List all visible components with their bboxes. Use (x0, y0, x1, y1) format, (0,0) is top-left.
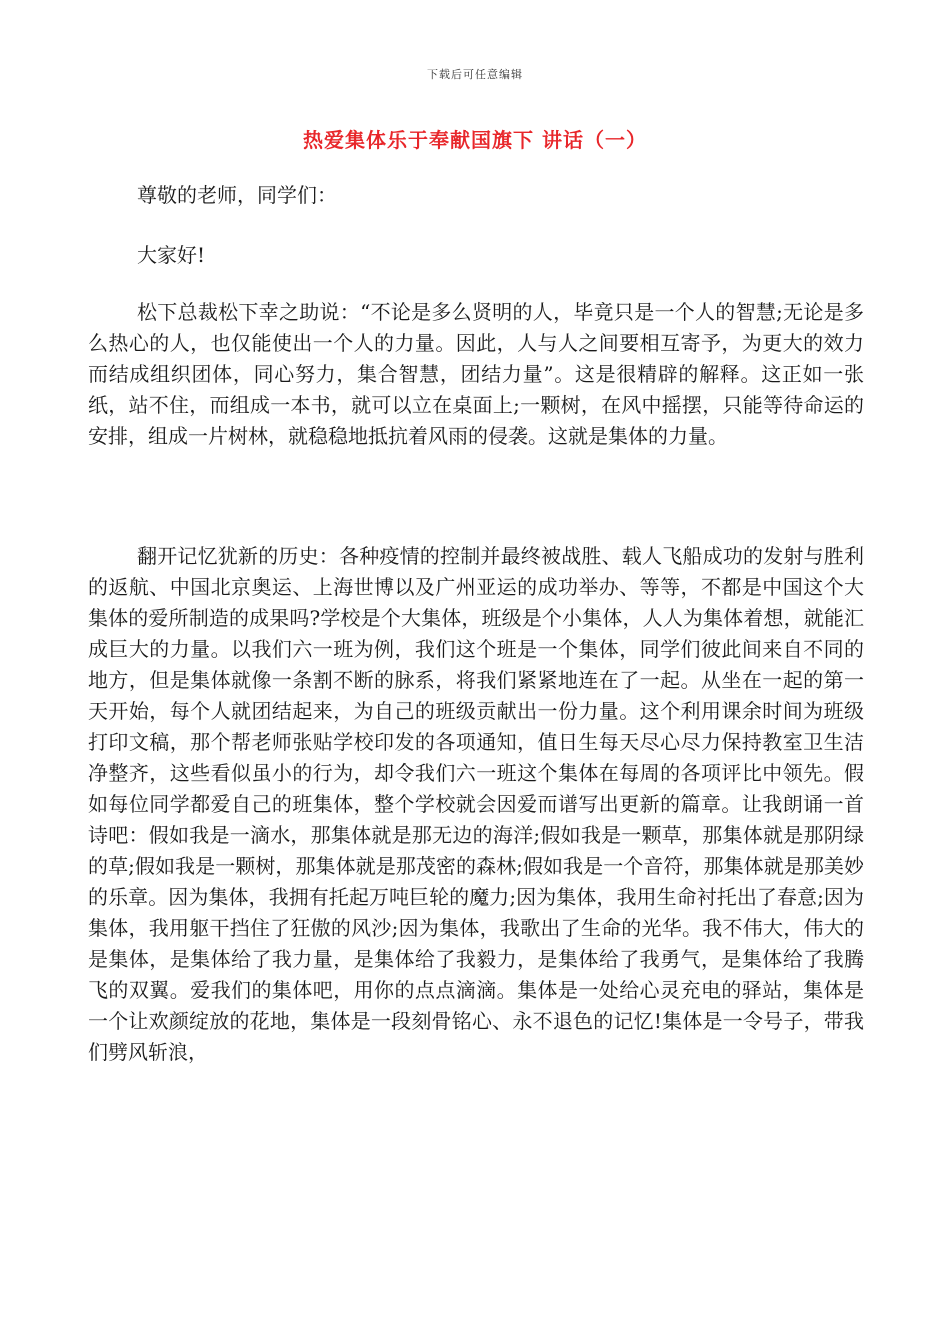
paragraph-2: 翻开记忆犹新的历史：各种疫情的控制并最终被战胜、载人飞船成功的发射与胜利的返航、中国北京奥运、上海世博以及广州亚运的成功举办、等等，不都是中国这个大集体的爱所制造的成果吗?学校是个大集体，班级是个小集体，人人为集体着想，就能汇成巨大的力量。以我们六一班为例，我们这个班是一个集体，同学们彼此间来自不同的地方，但是集体就像一条割不断的脉系，将我们紧紧地连在了一起。从坐在一起的第一天开始，每个人就团结起来，为自己的班级贡献出一份力量。这个利用课余时间为班级打印文稿，那个帮老师张贴学校印发的各项通知，值日生每天尽心尽力保持教室卫生洁净整齐，这些看似虽小的行为，却令我们六一班这个集体在每周的各项评比中领先。假如每位同学都爱自己的班集体，整个学校就会因爱而谱写出更新的篇章。让我朗诵一首诗吧：假如我是一滴水，那集体就是那无边的海洋;假如我是一颗草，那集体就是那阴绿的草;假如我是一颗树，那集体就是那茂密的森林;假如我是一个音符，那集体就是那美妙的乐章。因为集体，我拥有托起万吨巨轮的魔力;因为集体，我用生命衬托出了春意;因为集体，我用躯干挡住了狂傲的风沙;因为集体，我歌出了生命的光华。我不伟大，伟大的是集体，是集体给了我力量，是集体给了我毅力，是集体给了我勇气，是集体给了我腾飞的双翼。爱我们的集体吧，用你的点点滴滴。集体是一处给心灵充电的驿站，集体是一个让欢颜绽放的花地，集体是一段刻骨铭心、永不退色的记忆!集体是一令号子，带我们劈风斩浪， (88, 544, 864, 1064)
document-title: 热爱集体乐于奉献国旗下 讲话（一） (303, 128, 647, 152)
greeting-line: 尊敬的老师，同学们： (137, 183, 337, 207)
header-note: 下载后可任意编辑 (427, 68, 523, 81)
paragraph-1: 松下总裁松下幸之助说：“不论是多么贤明的人，毕竟只是一个人的智慧;无论是多么热心的人，也仅能使出一个人的力量。因此，人与人之间要相互寄予，为更大的效力而结成组织团体，同心努力，集合智慧，团结力量”。这是很精辟的解释。这正如一张纸，站不住，而组成一本书，就可以立在桌面上;一颗树，在风中摇摆，只能等待命运的安排，组成一片树林，就稳稳地抵抗着风雨的侵袭。这就是集体的力量。 (88, 300, 864, 448)
hello-line: 大家好! (137, 243, 206, 267)
